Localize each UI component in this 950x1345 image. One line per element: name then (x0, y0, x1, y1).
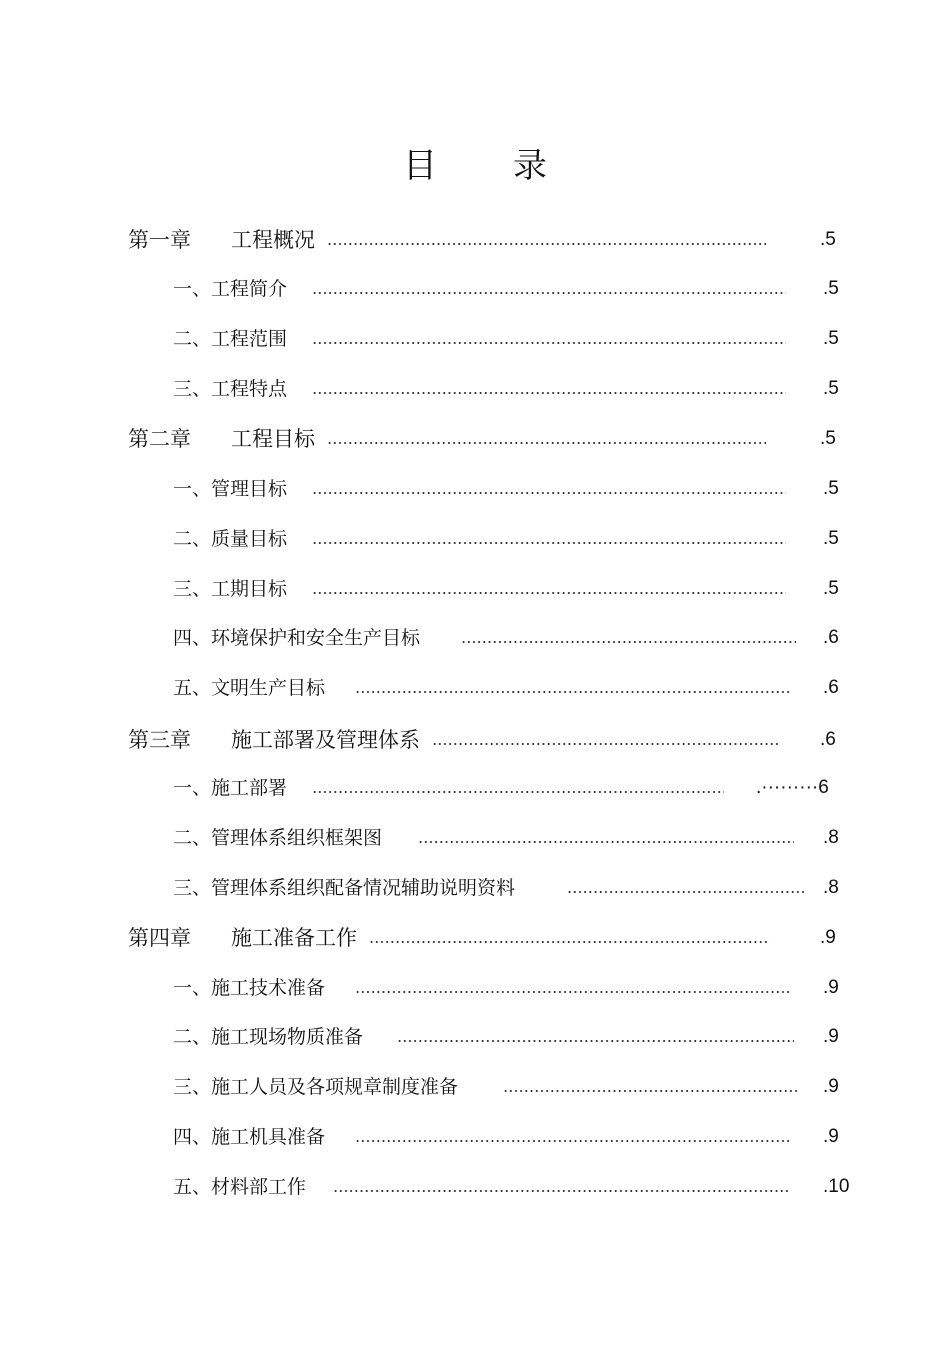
page-number: .9 (820, 927, 836, 948)
page-number: .6 (823, 677, 839, 698)
page-number: .5 (823, 578, 839, 599)
toc-section-entry[interactable] (0, 374, 950, 404)
chapter-number: 第二章 (128, 427, 191, 451)
page-number: .5 (820, 428, 836, 449)
toc-section-entry[interactable] (0, 1122, 950, 1152)
toc-section-entry[interactable] (0, 1072, 950, 1102)
toc-section-entry[interactable] (0, 524, 950, 554)
toc-section-entry[interactable] (0, 474, 950, 504)
toc-section-entry[interactable] (0, 574, 950, 604)
toc-section-entry[interactable] (0, 873, 950, 903)
leader-dots (312, 292, 786, 294)
leader-dots (418, 841, 794, 843)
page-number: .5 (823, 378, 839, 399)
leader-dots (312, 342, 786, 344)
chapter-title: 工程概况 (231, 228, 315, 252)
page-number: .5 (823, 278, 839, 299)
leader-dots (312, 542, 786, 544)
toc-section-entry[interactable] (0, 823, 950, 853)
toc-section-entry[interactable] (0, 1022, 950, 1052)
toc-section-entry[interactable] (0, 274, 950, 304)
section-title: 五、材料部工作 (173, 1176, 307, 1198)
page-number: .9 (823, 1026, 839, 1047)
toc-section-entry[interactable] (0, 973, 950, 1003)
section-title: 一、工程简介 (173, 278, 288, 300)
section-title: 二、质量目标 (173, 528, 288, 550)
chapter-number: 第四章 (128, 926, 191, 950)
section-title: 三、施工人员及各项规章制度准备 (173, 1076, 459, 1098)
leader-dots (327, 442, 766, 444)
page-number: .5 (823, 478, 839, 499)
leader-dots (432, 743, 780, 745)
toc-title-char-1: 目 (403, 146, 437, 186)
page-number: .10 (823, 1176, 850, 1197)
page-number: .8 (823, 827, 839, 848)
section-title: 三、管理体系组织配备情况辅助说明资料 (173, 877, 516, 899)
section-title: 五、文明生产目标 (173, 677, 326, 699)
leader-dots (369, 941, 770, 943)
chapter-number: 第一章 (128, 228, 191, 252)
section-title: 一、施工技术准备 (173, 977, 326, 999)
chapter-title: 施工部署及管理体系 (231, 728, 420, 752)
section-title: 四、施工机具准备 (173, 1126, 326, 1148)
leader-dots (567, 891, 804, 893)
page-number: .6 (823, 627, 839, 648)
page-number: .5 (823, 328, 839, 349)
toc-chapter-entry[interactable] (0, 725, 950, 755)
page-number: .9 (823, 977, 839, 998)
toc-chapter-entry[interactable] (0, 424, 950, 454)
leader-dots (355, 991, 790, 993)
section-title: 二、管理体系组织框架图 (173, 827, 383, 849)
chapter-title: 施工准备工作 (231, 926, 357, 950)
leader-dots (312, 791, 724, 793)
leader-dots (397, 1040, 794, 1042)
page-number: .·········6 (756, 777, 829, 798)
section-title: 一、管理目标 (173, 478, 288, 500)
section-title: 三、工程特点 (173, 378, 288, 400)
page-number: .9 (823, 1076, 839, 1097)
toc-chapter-entry[interactable] (0, 923, 950, 953)
section-title: 二、工程范围 (173, 328, 288, 350)
toc-title-char-2: 录 (513, 146, 547, 186)
leader-dots (355, 1140, 790, 1142)
leader-dots (355, 691, 790, 693)
leader-dots (312, 392, 786, 394)
section-title: 二、施工现场物质准备 (173, 1026, 364, 1048)
chapter-number: 第三章 (128, 728, 191, 752)
page-number: .6 (820, 729, 836, 750)
toc-section-entry[interactable] (0, 773, 950, 803)
section-title: 一、施工部署 (173, 777, 288, 799)
page-number: .8 (823, 877, 839, 898)
toc-chapter-entry[interactable] (0, 225, 950, 255)
page-number: .5 (820, 229, 836, 250)
leader-dots (503, 1090, 798, 1092)
toc-section-entry[interactable] (0, 623, 950, 653)
leader-dots (461, 641, 796, 643)
section-title: 三、工期目标 (173, 578, 288, 600)
section-title: 四、环境保护和安全生产目标 (173, 627, 421, 649)
toc-section-entry[interactable] (0, 673, 950, 703)
chapter-title: 工程目标 (231, 427, 315, 451)
page-number: .5 (823, 528, 839, 549)
toc-section-entry[interactable] (0, 324, 950, 354)
leader-dots (327, 243, 766, 245)
leader-dots (312, 492, 786, 494)
leader-dots (312, 592, 786, 594)
leader-dots (333, 1190, 788, 1192)
page-number: .9 (823, 1126, 839, 1147)
toc-section-entry[interactable] (0, 1172, 950, 1202)
